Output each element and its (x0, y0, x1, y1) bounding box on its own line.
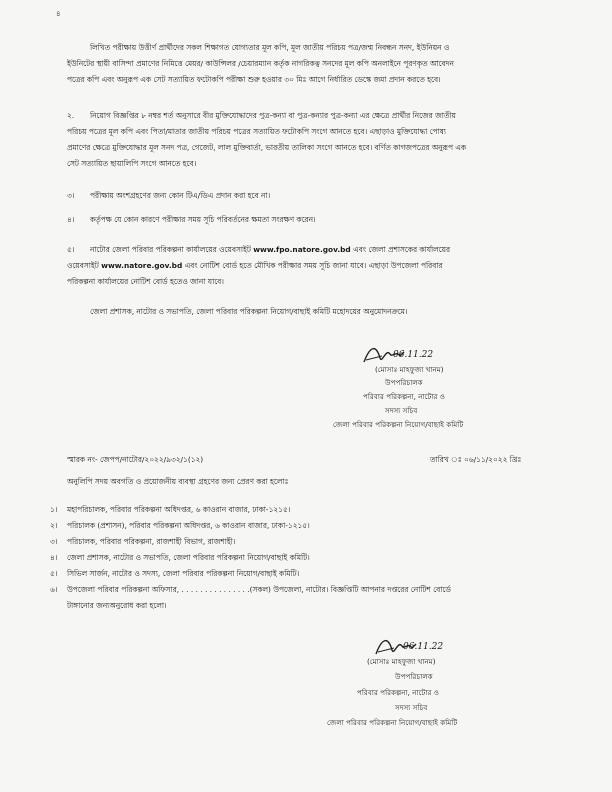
signature-1-date: 06.11.22 (393, 350, 434, 360)
recipient-1-text: মহাপরিচালক, পরিবার পরিকল্পনা অধিদপ্তর, ৬ কাওরান বাজার, ঢাকা-১২১৫। (67, 505, 291, 514)
signature-1-role: সদস্য সচিব (385, 406, 418, 415)
recipient-6-text: উপজেলা পরিবার পরিকল্পনা অফিসার, . . . . . . . . . . . . . . .(সকল) উপজেলা, নাটোর। বিজ্ঞপ্তিটি আপনার দপ্তরের নোটিশ বোর্ডে (67, 585, 451, 594)
item5-line-1-post: এবং জেলা প্রশাসকের কার্যালয়ের (350, 245, 451, 254)
recipient-2-text: পরিচালক (প্রশাসন), পরিবার পরিকল্পনা অধিদপ্তর, ৬ কাওরান বাজার, ঢাকা-১২১৫। (67, 521, 310, 530)
item3-text: পরীক্ষায় অংশগ্রহণের জন্য কোন টিএ/ডিএ প্রদান করা হবে না। (90, 191, 271, 200)
page-number: ৪ (56, 10, 61, 18)
item4-text: কর্তৃপক্ষ যে কোন কারণে পরীক্ষার সময় সূচি পরিবর্তনের ক্ষমতা সংরক্ষণ করেন। (90, 215, 316, 224)
signature-2-date: 06.11.22 (403, 642, 444, 652)
memo-date: তারিখ ঃ ০৬/১১/২০২২ খ্রিঃ (430, 455, 522, 464)
intro-line-3: পত্রের কপি এবং অনুরূপ এক সেট সত্যায়িত ফটোকপি পরীক্ষা শুরু হওয়ার ৩০ মিঃ আগে নির্ধারিত ডেস্কে জমা প্রদান করতে হবে। (67, 75, 441, 84)
recipient-5-number: ৫। (50, 569, 58, 578)
recipient-4-number: ৪। (50, 553, 58, 562)
item5-line-2-post: এবং নোটিশ বোর্ড হতে মৌখিক পরীক্ষার সময় সূচি জানা যাবে। এছাড়া উপজেলা পরিবার (182, 261, 443, 270)
item2-line-1: নিয়োগ বিজ্ঞপ্তির ৮ নম্বর শর্ত অনুসারে বীর মুক্তিযোদ্ধাদের পুত্র-কন্যা বা পুত্র-কন্যার পুত্র-কন্যা এর ক্ষেত্রে প্রার্থীর নিজের জাতীয় (90, 111, 456, 120)
copy-intro: অনুলিপি সদয় অবগতি ও প্রয়োজনীয় ব্যবস্থা গ্রহণের জন্য প্রেরণ করা হলোঃ (67, 477, 289, 486)
item4-number: ৪। (67, 215, 75, 224)
recipient-4-text: জেলা প্রশাসক, নাটোর ও সভাপতি, জেলা পরিবার পরিকল্পনা নিয়োগ/বাছাই কমিটি। (67, 553, 310, 562)
item2-line-3: প্রমাণের ক্ষেত্রে মুক্তিযোদ্ধার মূল সনদ পত্র, গেজেট, লাল মুক্তিবার্তা, ভারতীয় তালিকা সংগে আনতে হবে। বর্ণিত কাগজপত্রের অনুরূপ এক (67, 143, 467, 152)
fpo-natore-website-link[interactable]: www.fpo.natore.gov.bd (253, 245, 351, 254)
item5-line-3: পরিকল্পনা কার্যালয়ের নোটিশ বোর্ড হতেও জানা যাবে। (67, 277, 224, 286)
signature-1-name: (মোসাঃ মাহফুজা খানম) (375, 365, 444, 374)
item2-line-4: সেট সত্যায়িত ছায়ালিপি সংগে আনতে হবে। (67, 159, 197, 168)
recipient-5-text: সিভিল সার্জন, নাটোর ও সদস্য, জেলা পরিবার পরিকল্পনা নিয়োগ/বাছাই কমিটি। (67, 569, 300, 578)
signature-2-office: পরিবার পরিকল্পনা, নাটোর ও (357, 688, 439, 697)
signature-2-name: (মোসাঃ মাহফুজা খানম) (367, 657, 436, 666)
item3-number: ৩। (67, 191, 75, 200)
intro-line-1: লিখিত পরীক্ষায় উত্তীর্ণ প্রার্থীদের সকল শিক্ষাগত যোগ্যতার মূল কপি, মূল জাতীয় পরিচয় পত্র/জন্ম নিবন্ধন সনদ, ইউনিয়ন ও (90, 43, 450, 52)
signature-2-title: উপপরিচালক (395, 672, 433, 681)
item5-line-1-pre: নাটোর জেলা পরিবার পরিকল্পনা কার্যালয়ের ওয়েবসাইট (90, 245, 254, 254)
signature-1-committee: জেলা পরিবার পরিকল্পনা নিয়োগ/বাছাই কমিটি (333, 420, 464, 429)
item5-line-2 (67, 258, 443, 273)
recipient-6-number: ৬। (50, 585, 58, 594)
item2-number: ২. (67, 111, 75, 120)
recipient-3-text: পরিচালক, পরিবার পরিকল্পনা, রাজশাহী বিভাগ, রাজশাহী। (67, 537, 236, 546)
approval-line: জেলা প্রশাসক, নাটোর ও সভাপতি, জেলা পরিবার পরিকল্পনা নিয়োগ/বাছাই কমিটি মহোদয়ের অনুমোদনক্রমে। (90, 307, 408, 316)
recipient-6-continuation: টাঙ্গানোর জন্যঅনুরোধ করা হলো। (67, 601, 167, 610)
memo-number: স্মারক নং- জেপপ/নাটোর/২০২২/৯৩২/১(১২) (67, 455, 204, 464)
natore-website-link[interactable]: www.natore.gov.bd (101, 261, 183, 270)
recipient-2-number: ২। (50, 521, 58, 530)
signature-1-office: পরিবার পরিকল্পনা, নাটোর ও (363, 392, 445, 401)
signature-2-committee: জেলা পরিবার পরিকল্পনা নিয়োগ/বাছাই কমিটি (327, 718, 458, 727)
item2-line-2: পরিচয় পত্রের মূল কপি এবং পিতা/মাতার জাতীয় পরিচয় পত্রের সত্যায়িত ফটোকপি সংগে আনতে হবে। এছাড়াও মুক্তিযোদ্ধা পোষ্য (67, 127, 446, 136)
signature-1-title: উপপরিচালক (385, 378, 423, 387)
recipient-3-number: ৩। (50, 537, 58, 546)
intro-line-2: ইউনিটের স্থায়ী বাসিন্দা প্রমাণের নিমিত্তে মেয়র/ কাউন্সিলর /চেয়ারম্যান কর্তৃক নাগরিকত্ব সনদের মূল কপি অনলাইনে পূরণকৃত আবেদন (67, 59, 454, 68)
item5-number: ৫। (67, 245, 75, 254)
signature-2-role: সদস্য সচিব (395, 703, 428, 712)
item5-line-2-pre: ওয়েবসাইট (67, 261, 102, 270)
recipient-1-number: ১। (50, 505, 58, 514)
item5-line-1 (90, 242, 450, 257)
